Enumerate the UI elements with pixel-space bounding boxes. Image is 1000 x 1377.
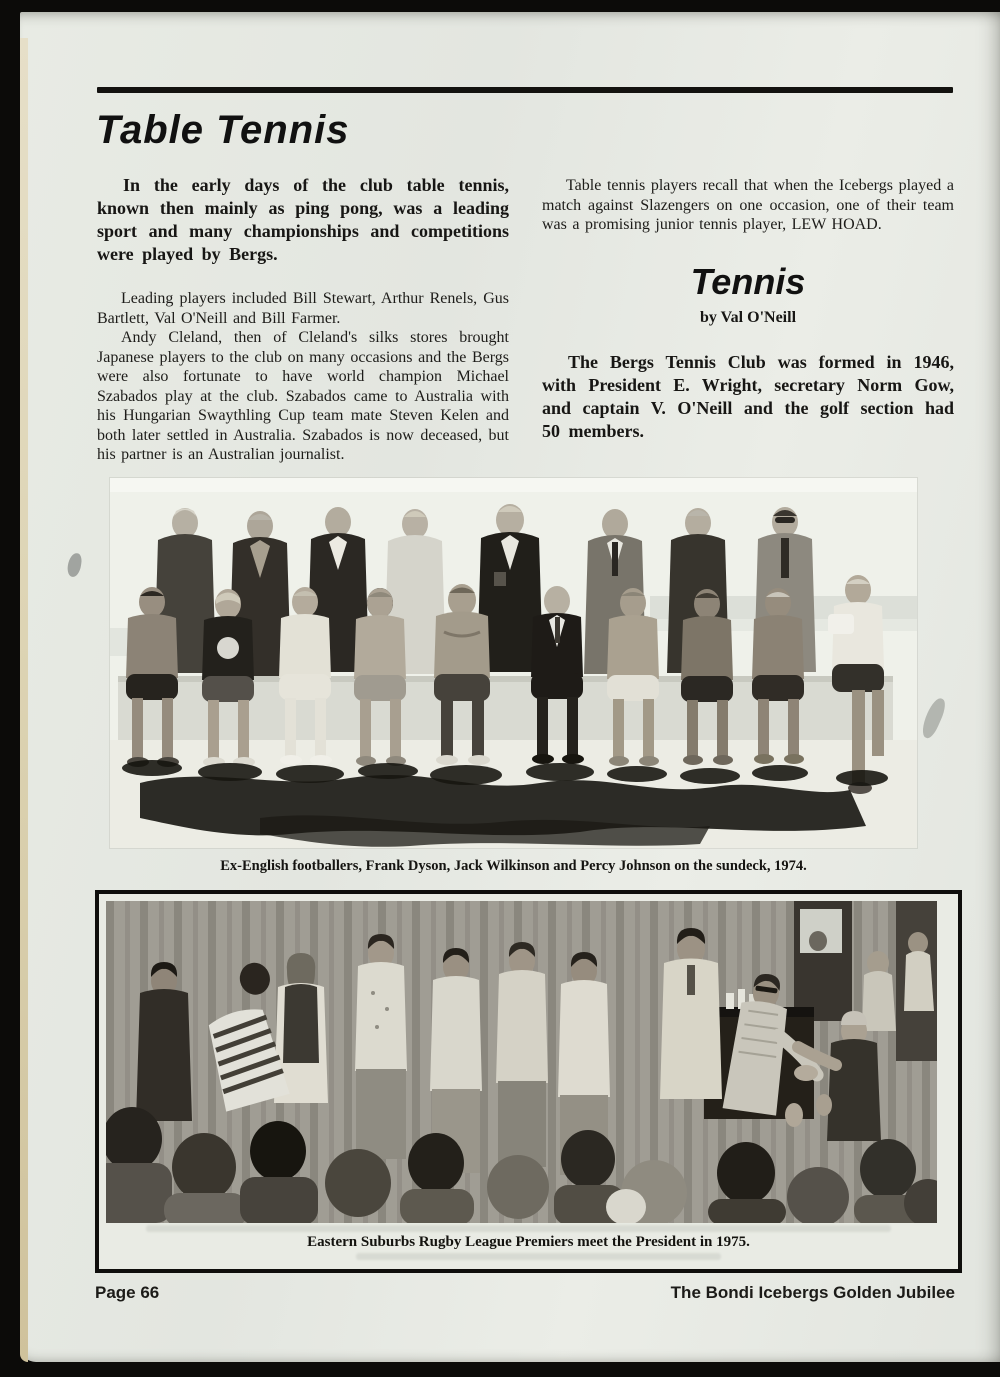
table-tennis-recall-paragraph: Table tennis players recall that when the Icebergs played a match against Slazengers on one occasion, one of their team was a promising junior tennis player, LEW HOAD. (542, 177, 954, 233)
ink-smudge (918, 696, 949, 740)
premiers-photo (106, 901, 937, 1223)
bleed-through-text-line (146, 1225, 891, 1232)
book-title: The Bondi Icebergs Golden Jubilee (670, 1283, 955, 1302)
table-tennis-lead-paragraph: In the early days of the club table tennis, known then mainly as ping pong, was a leading sport and many championships and competitions were played by Bergs. (97, 175, 509, 264)
sundeck-photo-caption: Ex-English footballers, Frank Dyson, Jack Wilkinson and Percy Johnson on the sundeck, 1974. (220, 858, 807, 874)
ink-smudge (66, 552, 82, 578)
premiers-photo-frame (95, 890, 962, 1273)
table-tennis-players-paragraph: Leading players included Bill Stewart, Arthur Renels, Gus Bartlett, Val O'Neill and Bill Farmer. (97, 290, 509, 327)
left-column (97, 174, 509, 465)
bleed-through-text-line (356, 1253, 721, 1260)
right-column (542, 176, 954, 443)
tennis-byline: by Val O'Neill (699, 308, 797, 326)
table-tennis-cleland-paragraph: Andy Cleland, then of Cleland's silks stores brought Japanese players to the club on many occasions and the Bergs were also fortunate to have world champion Michael Szabados play at the club. Szabados came to Australia with his Hungarian Swaythling Cup team mate Steven Kelen and both later settled in Australia. Szabados is now deceased, but his partner is an Australian journalist. (97, 329, 509, 463)
sundeck-photo (110, 478, 917, 848)
tennis-lead-paragraph: The Bergs Tennis Club was formed in 1946, with President E. Wright, secretary Norm Gow, and captain V. O'Neill and the golf section had 50 members. (542, 351, 954, 441)
top-horizontal-rule (97, 87, 953, 93)
premiers-caption-area (106, 1223, 951, 1265)
page-footer (95, 1283, 955, 1303)
section-title-tennis: Tennis (690, 260, 806, 302)
sundeck-photo-illustration (110, 478, 917, 848)
premiers-photo-caption: Eastern Suburbs Rugby League Premiers meet the President in 1975. (307, 1234, 750, 1250)
section-title-table-tennis: Table Tennis (96, 108, 350, 152)
premiers-photo-illustration (106, 901, 937, 1223)
page-number: Page 66 (95, 1283, 160, 1302)
page-sheet (20, 12, 1000, 1362)
page-edge-strip (20, 38, 28, 1362)
